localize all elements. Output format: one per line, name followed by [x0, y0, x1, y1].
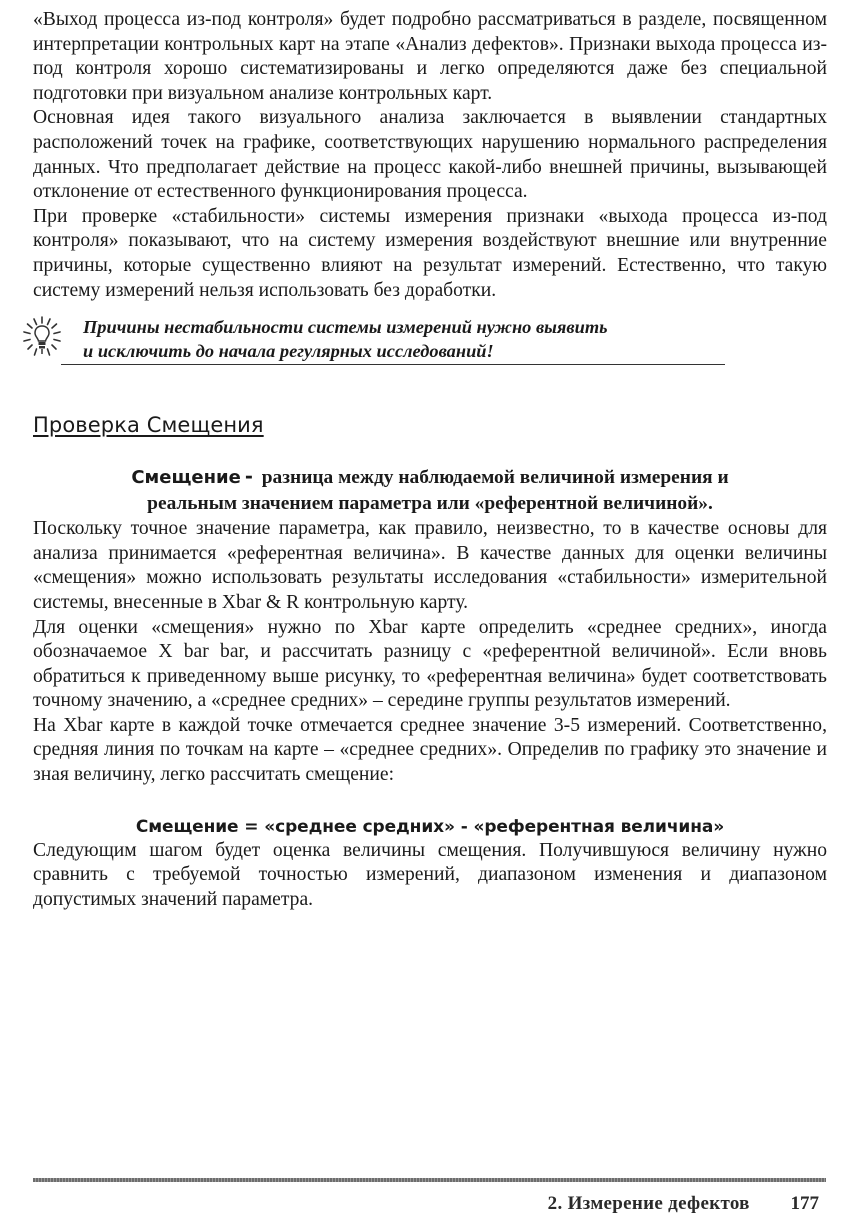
- note-line-1: Причины нестабильности системы измерений нужно выявить: [83, 317, 608, 338]
- paragraph: Для оценки «смещения» нужно по Xbar карте определить «среднее средних», иногда обозначаемое X bar bar, и рассчитать разницу с «референтной величиной». Если вновь обратиться к приведенному выше рисунку, то «референтная величина» будет соответствовать точному значению, а «среднее средних» – середине группы результатов измерений.: [33, 616, 827, 712]
- note-callout: [33, 314, 827, 368]
- definition-text-1: разница между наблюдаемой величиной измерения и: [261, 467, 729, 489]
- definition-line-2: реальным значением параметра или «референтной величиной».: [147, 493, 713, 515]
- page-number: 177: [790, 1193, 819, 1214]
- definition-line-1: [33, 464, 827, 491]
- note-text: [83, 315, 608, 363]
- footer-rule: [33, 1178, 826, 1182]
- bias-formula: Смещение = «среднее средних» - «референтная величина»: [135, 816, 725, 837]
- paragraph: «Выход процесса из-под контроля» будет подробно рассматриваться в разделе, посвященном интерпретации контрольных карт на этапе «Анализ дефектов». Признаки выхода процесса из-под контроля хорошо систематизированы и легко определяются даже без специальной подготовки при визуальном анализе контрольных карт.: [33, 9, 827, 104]
- definition: [33, 464, 827, 517]
- note-line-2: и исключить до начала регулярных исследований!: [83, 341, 494, 362]
- paragraph: На Xbar карте в каждой точке отмечается среднее значение 3-5 измерений. Соответственно, средняя линия по точкам на карте – «среднее средних». Определив по графику это значение и зная величину, легко рассчитать смещение:: [33, 714, 827, 786]
- page-content: [33, 8, 827, 912]
- paragraph: При проверке «стабильности» системы измерения признаки «выхода процесса из-под контроля» показывают, что на систему измерения воздействуют внешние или внутренние причины, которые существенно влияют на результат измерений. Естественно, что такую систему измерений нельзя использовать без доработки.: [33, 205, 827, 301]
- paragraph: Основная идея такого визуального анализа заключается в выявлении стандартных расположений точек на графике, соответствующих нарушению нормального распределения данных. Что предполагает действие на процесс какой-либо внешней причины, вызывающей отклонение от естественного функционирования процесса.: [33, 107, 827, 203]
- paragraph: Поскольку точное значение параметра, как правило, неизвестно, то в качестве основы для анализа принимается «референтная величина». В качестве данных для оценки величины «смещения» можно использовать результаты исследования «стабильности» измерительной системы, внесенные в Xbar & R контрольную карту.: [33, 518, 827, 613]
- lightbulb-icon: [19, 314, 65, 360]
- footer-chapter-title: 2. Измерение дефектов: [547, 1193, 750, 1214]
- section-title: Проверка Смещения: [33, 413, 264, 438]
- paragraph: Следующим шагом будет оценка величины смещения. Получившуюся величину нужно сравнить с требуемой точностью измерений, диапазоном изменения и диапазоном допустимых значений параметра.: [33, 839, 827, 910]
- definition-dash: -: [244, 465, 253, 489]
- definition-term: Смещение: [131, 467, 241, 489]
- note-underline: [61, 364, 725, 365]
- page-footer: [548, 1192, 819, 1216]
